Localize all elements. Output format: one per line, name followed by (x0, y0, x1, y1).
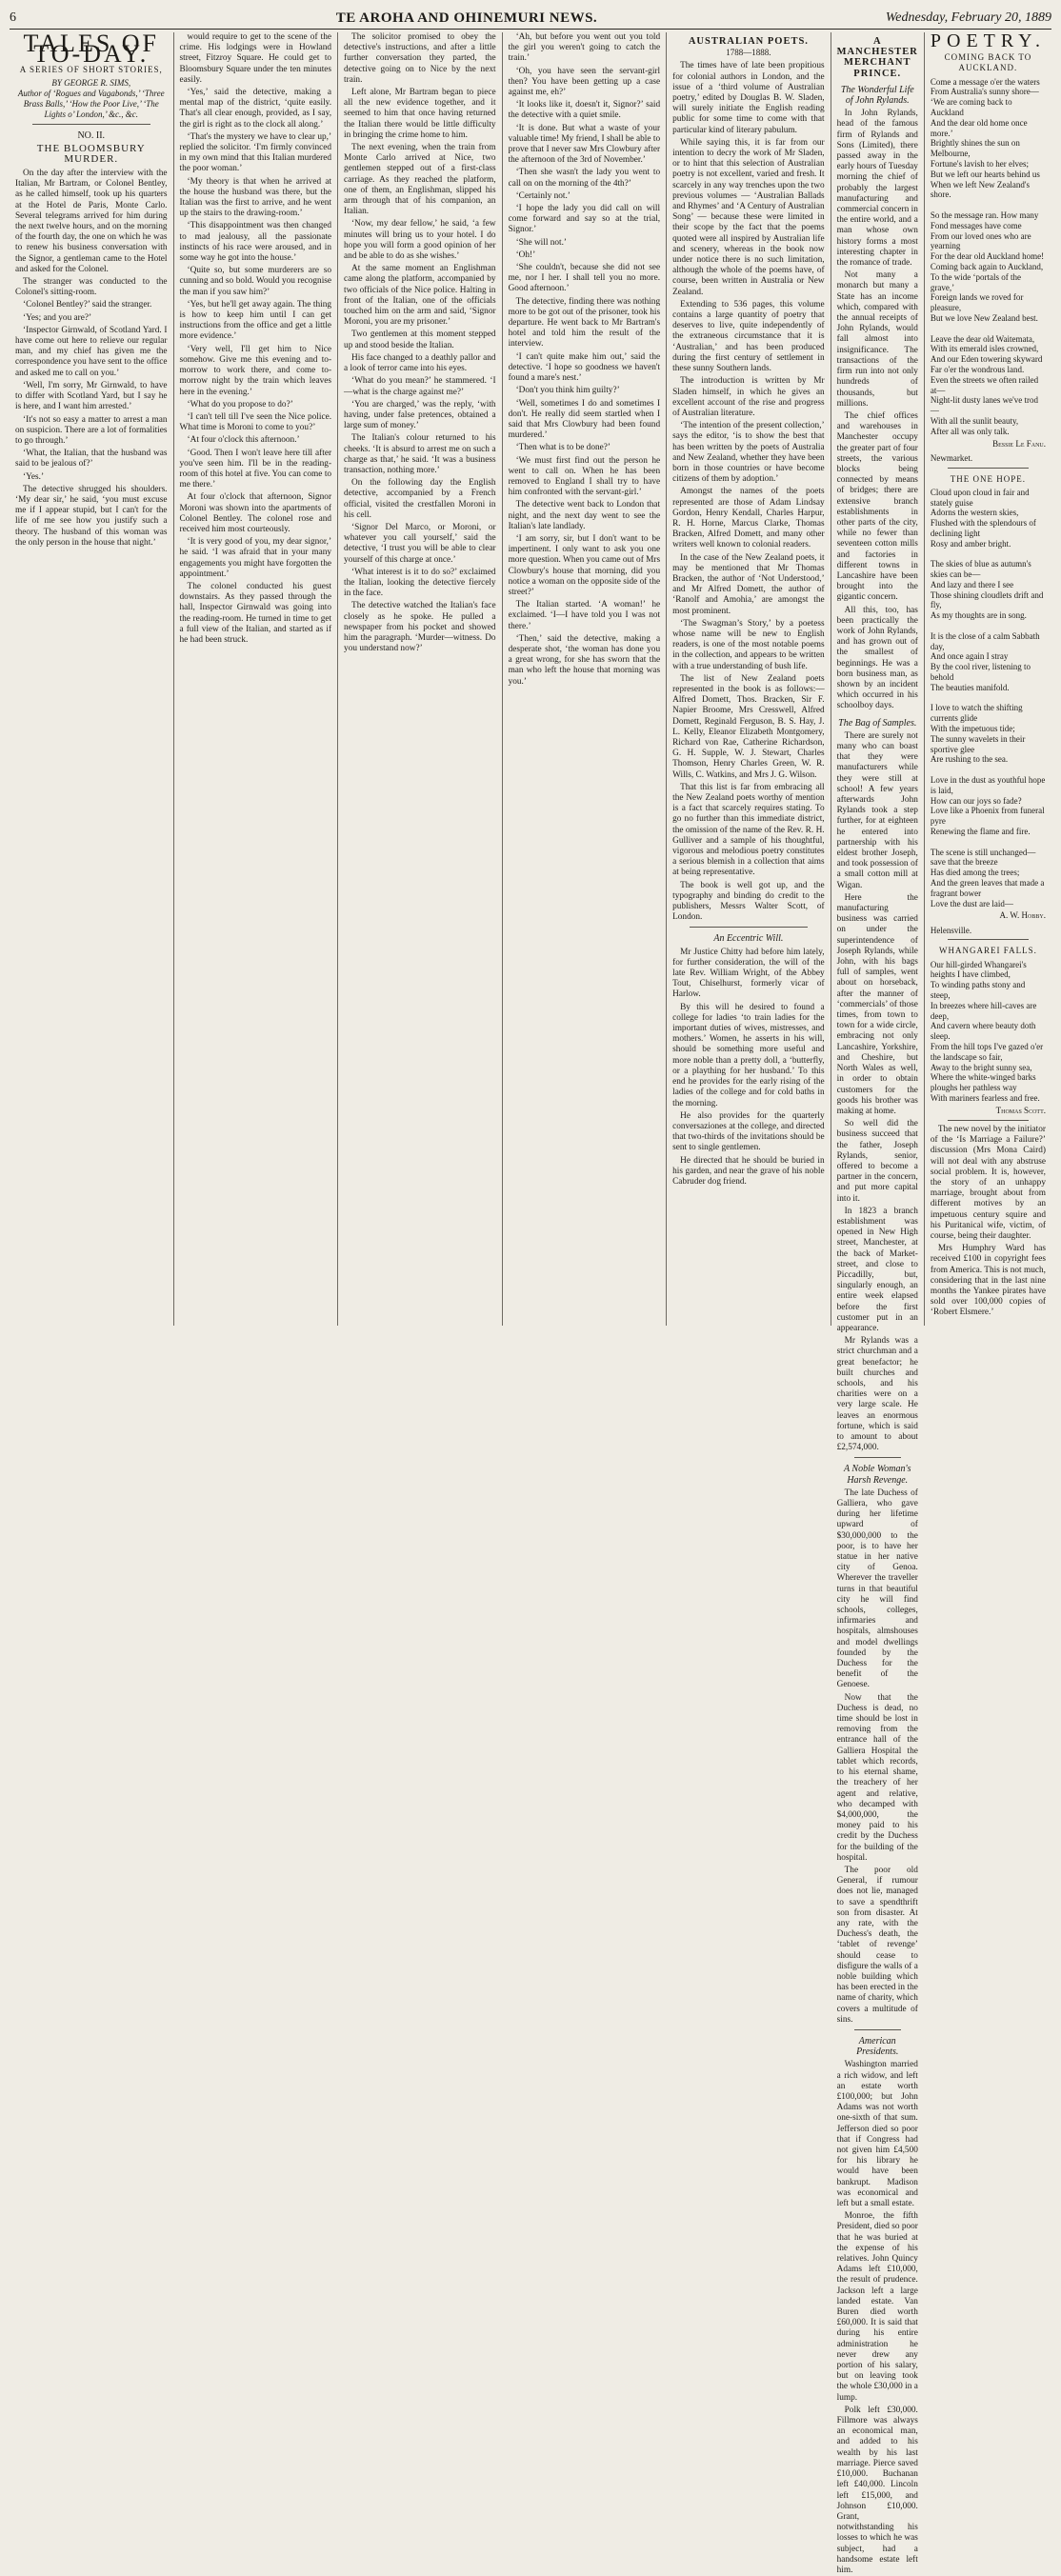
poem-verse: Cloud upon cloud in fair and stately guise Adorns the western skies, Flushed with the splendours of declining light Rosy and amber bright. The skies of blue as autumn's skies can be— And lazy and there I see Those shining cloudlets drift and fly, As my thoughts are in song. It is the close of a calm Sabbath day, And once again I stray By the cool river, listening to behold The beauties manifold. I love to watch the shifting currents glide With the impetuous tide; The sunny wavelets in their sportive glee Are rushing to the sea. Love in the dust as youthful hope is laid, How can our joys so fade? Love like a Phoenix from funeral pyre Renewing the flame and fire. The scene is still unchanged—save that the breeze Has died among the trees; And the green leaves that made a fragrant bower Love the dust are laid— (930, 487, 1046, 909)
story-credits: Author of ‘Rogues and Vagabonds,’ ‘Three Brass Balls,’ ‘How the Poor Live,’ ‘The Lights o’ London,’ &c., &c. (17, 88, 165, 120)
article-paragraph: Monroe, the fifth President, died so poor that he was buried at the expense of his relatives. John Quincy Adams left £10,000, the result of prudence. Jackson left a large landed estate. Van Buren died worth £60,000. It is said that during his entire administration he never drew any portion of his salary, but on leaving took the whole £30,000 in a lump. (836, 2211, 918, 2403)
story-paragraph: The solicitor promised to obey the detective's instructions, and after a little further conversation they parted, the detective going on to Nice by the next train. (344, 32, 496, 85)
article-title-eccentric-will: An Eccentric Will. (713, 933, 784, 945)
poem-author: Bessie Le Fanu. (992, 438, 1046, 449)
poem-author: Thomas Scott. (995, 1105, 1046, 1115)
divider (948, 468, 1029, 469)
story-paragraph: ‘She couldn't, because she did not see me, nor I her. I shall tell you no more. Good afternoon.’ (508, 263, 661, 294)
divider (948, 1120, 1029, 1121)
divider (32, 124, 150, 125)
story-paragraph: The colonel conducted his guest downstairs. As they passed through the hall, Inspector Girnwald was going into the reading-room. He turned in time to get a full view of the Italian, and started as if he had been struck. (179, 581, 332, 645)
story-paragraph: ‘She will not.’ (515, 237, 568, 248)
story-paragraph: ‘It is done. But what a waste of your valuable time! My friend, I shall be able to prove that I never saw Mrs Clowbury after the afternoon of the 3rd of November.’ (508, 123, 661, 166)
story-paragraph: ‘It's not so easy a matter to arrest a man on suspicion. There are a lot of formalities to go through.’ (15, 414, 168, 446)
story-paragraph: ‘Yes,’ said the detective, making a mental map of the district, ‘quite easily. That's all clear enough, provided, as I say, the girl is right as to the clock all along.’ (179, 88, 332, 130)
poetry-heading: POETRY. (930, 30, 1046, 51)
story-paragraph: ‘My theory is that when he arrived at the house the husband was there, but the Italian was the first to arrive, and he went up the stairs to the drawing-room.’ (179, 176, 332, 219)
column-1 (10, 32, 174, 1326)
story-paragraph: ‘Certainly not.’ (515, 190, 571, 201)
newspaper-title: TE AROHA AND OHINEMURI NEWS. (335, 10, 598, 26)
article-paragraph: In John Rylands, head of the famous firm of Rylands and Sons (Limited), there passed away in the early hours of Tuesday morning the chief of probably the largest manufacturing and commercial concern in the entire world, and a man whose own history forms a most interesting chapter in the romance of trade. (836, 109, 918, 269)
story-paragraph: ‘What interest is it to do so?’ exclaimed the Italian, looking the detective fiercely in the face. (344, 567, 496, 599)
story-paragraph: ‘Ah, but before you went out you told the girl you weren't going to catch the train.’ (508, 32, 661, 64)
story-paragraph: would require to get to the scene of the crime. His lodgings were in Howland street, Fitzroy Square. He could get to Bloomsbury Square under the ten minutes easily. (179, 32, 332, 85)
story-paragraph: ‘Well, sometimes I do and sometimes I don't. He really did seem startled when I said that Mrs Clowbury had been found murdered.’ (508, 398, 661, 441)
story-paragraph: ‘Colonel Bentley?’ said the stranger. (23, 300, 152, 310)
divider (948, 939, 1029, 940)
article-paragraph: The late Duchess of Galliera, who gave during her lifetime upward of $30,000,000 to the poor, is to have her statue in her native city of Genoa. Wherever the traveller turns in that beautiful city he will find schools, colleges, infirmaries and hospitals, almshouses and model dwellings founded by the Duchess for the benefit of the Genoese. (836, 1488, 918, 1690)
masthead (10, 8, 1051, 30)
story-paragraph: The detective shrugged his shoulders. ‘My dear sir,’ he said, ‘you must excuse me if I appear stupid, but I can't for the life of me see how you justify such a theory. The husband of this woman was the only person in the house that night.’ (15, 484, 168, 548)
poem-verse: Come a message o'er the waters From Australia's sunny shore— ‘We are coming back to Auckland And the dear old home once more.’ Brightly shines the sun on Melbourne, Fortune's lavish to her elves; But we left our hearts behind us When we left New Zealand's shore. So the message ran. How many Fond messages have come From our loved ones who are yearning For the dear old Auckland home! Coming back again to Auckland, To the wide ‘portals of the grave,’ Foreign lands we roved for pleasure, But we love New Zealand best. Leave the dear old Waitemata, With its emerald isles crowned, And our Eden towering skyward Far o'er the wondrous land. Even the streets we often railed at— Night-lit dusty lanes we've trod— With all the sunlit beauty, After all was only talk. (930, 76, 1045, 436)
article-subtitle-rylands: The Wonderful Life of John Rylands. (840, 84, 914, 107)
story-paragraph: The stranger was conducted to the Colonel's sitting-room. (15, 277, 168, 298)
story-paragraph: ‘Very well, I'll get him to Nice somehow. Give me this evening and to-morrow to work there, and come to-morrow night by the train which leaves here in the evening.’ (179, 344, 332, 397)
story-paragraph: ‘Signor Del Marco, or Moroni, or whatever you call yourself,’ said the detective, ‘I trust you will be able to clear yourself of this charge at once.’ (344, 522, 496, 565)
story-paragraph: ‘I can't tell till I've seen the Nice police. What time is Moroni to come to you?’ (179, 411, 332, 433)
article-paragraph: He also provides for the quarterly conversaziones at the college, and directed that two-thirds of the invitations should be sent to single gentlemen. (672, 1110, 825, 1153)
story-paragraph: ‘Well, I'm sorry, Mr Girnwald, to have to differ with Scotland Yard, but I say he is here, and I want him arrested.’ (15, 380, 168, 412)
poem-title: THE ONE HOPE. (950, 473, 1027, 484)
article-paragraph: ‘The intention of the present collection,’ says the editor, ‘is to show the best that has been written by the poets of Australia and New Zealand, whether they have been born in those countries or have become citizens of them by adoption.’ (672, 421, 825, 485)
column-6 (831, 30, 1051, 2575)
poem-title: COMING BACK TO AUCKLAND. (944, 52, 1032, 73)
story-paragraph: ‘Then what is to be done?’ (515, 443, 611, 453)
story-paragraph: ‘I am sorry, sir, but I don't want to be impertinent. I only want to ask you one more question. When you came out of Mrs Clowbury's house that morning, did you notice a woman on the opposite side of the street?’ (508, 533, 661, 597)
article-paragraph: Here the manufacturing business was carried on under the superintendence of Joseph Rylands, while John, with his bags full of samples, went about on horseback, after the manner of ‘commercials’ of those times, from town to town for a wide circle, embracing not only Lancashire, Yorkshire, and Cheshire, but North Wales as well, in order to obtain customers for the goods his brother was making at home. (836, 892, 918, 1116)
story-paragraph: ‘It looks like it, doesn't it, Signor?’ said the detective with a quiet smile. (508, 100, 661, 121)
article-paragraph: In the case of the New Zealand poets, it may be mentioned that Mr Thomas Bracken, the author of ‘Not Understood,’ and Mr Alfred Domett, the author of ‘Ranolf and Amohia,’ are amongst the most prominent. (672, 552, 825, 616)
article-title-american-presidents: American Presidents. (856, 2035, 899, 2058)
literary-note: Mrs Humphry Ward has received £100 in copyright fees from America. This is not much, considering that in the last nine months the Yankee pirates have sold over 100,000 copies of ‘Robert Elsmere.’ (930, 1244, 1046, 1318)
article-paragraph: Extending to 536 pages, this volume contains a large quantity of poetry that deserves to live, quite independently of the extraneous circumstance that it is ‘Australian,’ and has been produced during the first century of settlement in these sunny Southern lands. (672, 299, 825, 374)
story-paragraph: ‘This disappointment was then changed to mad jealousy, all the passionate instincts of his race were aroused, and in some way he got into the house.’ (179, 221, 332, 264)
story-paragraph: ‘What do you propose to do?’ (187, 399, 293, 409)
story-series: A SERIES OF SHORT STORIES, (19, 65, 163, 75)
article-paragraph: Not many a monarch but many a State has an income which, compared with the annual receipts of John Rylands, would fall almost into insignificance. The transactions of the firm run into not only hundreds of thousands, but millions. (836, 270, 918, 409)
article-paragraph: The list of New Zealand poets represented in the book is as follows:—Alfred Domett, Thos. Bracken, Sir F. Napier Broome, Mrs Cresswell, Alfred Domett, Reginald Ferguson, B. S. Hay, J. L. Kelly, Eleanor Elizabeth Montgomery, Richard von Rae, Catherine Richardson, G. H. Supple, W. J. Stewart, Charles Thomson, Henry Charles Green, W. R. Wills, C. Watkins, and Mrs J. G. Wilson. (672, 673, 825, 780)
story-paragraph: ‘Quite so, but some murderers are so cunning and so bold. Would you recognise the man if you saw him?’ (179, 266, 332, 297)
chapter-title: THE BLOOMSBURY MURDER. (36, 142, 146, 165)
article-paragraph: Mr Rylands was a strict churchman and a great benefactor; he built churches and schools, and his charities were on a very large scale. He leaves an enormous fortune, which is said to amount to about £2,574,000. (836, 1336, 918, 1453)
article-paragraph: ‘The Swagman’s Story,’ by a poetess whose name will be new to English readers, is one of the most notable poems in the collection, and appears to be written with a true understanding of bush life. (672, 618, 825, 671)
article-paragraph: He directed that he should be buried in his garden, and near the grave of his noble Cabruder dog friend. (672, 1155, 825, 1187)
article-years: 1788—1888. (726, 48, 771, 58)
poem-place: Helensville. (930, 925, 972, 935)
article-paragraph: Mr Justice Chitty had before him lately, for further consideration, the will of the late Rev. William Wright, of the Abbey Tout, Chiselhurst, formerly vicar of Harlow. (672, 947, 825, 1000)
article-paragraph: Polk left £30,000. Fillmore was always an economical man, and added to his wealth by his last marriage. Pierce saved £10,000. Buchanan left £40,000. Lincoln left £15,000, and Johnson £10,000. Grant, notwithstanding his losses to which he was subject, had a handsome estate left him. (836, 2405, 918, 2575)
story-paragraph: ‘Oh!’ (515, 250, 536, 260)
story-paragraph: ‘We must first find out the person he went to call on. When he has been removed to England I shall try to have him confronted with the servant-girl.’ (508, 455, 661, 498)
issue-date: Wednesday, February 20, 1889 (885, 10, 1051, 25)
article-title-manchester: A MANCHESTER MERCHANT PRINCE. (836, 36, 918, 79)
story-author: BY GEORGE R. SIMS, (51, 77, 131, 88)
story-paragraph: At the same moment an Englishman came along the platform, accompanied by two officials of the Nice police. Halting in front of the Italian, one of the officials touched him on the arm and said, ‘Signor Moroni, you are my prisoner.’ (344, 264, 496, 328)
poem-verse: Our hill-girded Whangarei's heights I have climbed, To winding paths stony and steep, In breezes where hill-caves are deep, And cavern where beauty doth sleep. From the hill tops I've gazed o'er the landscape so fair, Away to the bright sunny sea, Where the white-winged barks ploughs her pathless way With mariners fearless and free. (930, 959, 1044, 1103)
article-paragraph: Amongst the names of the poets represented are those of Adam Lindsay Gordon, Henry Kendall, Charles Harpur, R. H. Horne, Marcus Clarke, Thomas Bracken, Alfred Domett, and many other writers well known to colonial readers. (672, 487, 825, 550)
story-paragraph: On the day after the interview with the Italian, Mr Bartram, or Colonel Bentley, as he called himself, took up his quarters at the Hotel de Paris, Monte Carlo. Several telegrams arrived for him during the next twelve hours, and on the morning of the fourth day, the one on which he was to renew his business conversation with the Signor, a gentleman came to the Hotel and asked for the Colonel. (15, 169, 168, 274)
story-paragraph: At four o'clock that afternoon, Signor Moroni was shown into the apartments of Colonel Bentley. The colonel rose and received him most courteously. (179, 492, 332, 534)
story-paragraph: ‘What do you mean?’ he stammered. ‘I—what is the charge against me?’ (344, 376, 496, 397)
story-paragraph: Left alone, Mr Bartram began to piece all the new evidence together, and it seemed to him that once having returned the Italian there would be little difficulty in bringing the crime home to him. (344, 88, 496, 140)
story-paragraph: ‘Yes; and you are?’ (23, 312, 92, 323)
article-paragraph: The poor old General, if rumour does not lie, managed to save a spendthrift son from disaster. At any rate, with the Duchess's death, the ‘tablet of revenge’ should cease to disfigure the walls of a noble building which has been erected in the name of charity, which covers a multitude of sins. (836, 1865, 918, 2025)
story-paragraph: ‘You are charged,’ was the reply, ‘with having, under false pretences, obtained a large sum of money.’ (344, 399, 496, 431)
article-paragraph: So well did the business succeed that the father, Joseph Rylands, senior, offered to become a partner in the concern, and put more capital into it. (836, 1119, 918, 1204)
story-title: TALES OF TO-DAY. (23, 30, 160, 69)
column-3 (338, 32, 503, 1326)
story-paragraph: ‘Yes.’ (23, 471, 45, 482)
article-title-australian-poets: AUSTRALIAN POETS. (688, 36, 809, 47)
article-paragraph: The introduction is written by Mr Sladen himself, in which he gives an excellent account of the rise and progress of Australian literature. (672, 376, 825, 418)
story-paragraph: The detective went back to London that night, and the next day went to see the Italian's late landlady. (508, 500, 661, 531)
story-paragraph: ‘It is very good of you, my dear signor,’ he said. ‘I was afraid that in your many engagements you might have forgotten the appointment.’ (179, 537, 332, 579)
article-paragraph: Now that the Duchess is dead, no time should be lost in removing from the entrance hall of the Galliera Hospital the tablet which records, to his eternal shame, the treachery of her agent and relative, who decamped with $4,000,000, the money paid to his credit by the Duchess for the building of the hospital. (836, 1692, 918, 1863)
story-paragraph: The detective watched the Italian's face closely as he spoke. He pulled a newspaper from his pocket and showed him the paragraph. ‘Murder—witness. Do you understand now?’ (344, 601, 496, 654)
article-paragraph: The times have of late been propitious for colonial authors in London, and the issue of a ‘third volume of Australian poetry,’ edited by Douglas B. W. Sladen, will surely initiate the English reading public for some time to come with that particular kind of literary pabulum. (672, 61, 825, 135)
story-paragraph: ‘At four o'clock this afternoon.’ (187, 435, 300, 446)
article-paragraph: There are surely not many who can boast that they were manufacturers while they were still at school! A few years afterwards John Rylands took a step further, for at eighteen he entered into partnership with his eldest brother Joseph, and took possession of a small cotton mill at Wigan. (836, 730, 918, 890)
column-4 (503, 32, 668, 1326)
article-paragraph: By this will he desired to found a college for ladies ‘to train ladies for the important duties of wives, mistresses, and mothers.’ Women, he asserts in his will, should be something more useful and more noble than a pretty doll, a ‘butterfly, or a plaything for her husband.’ To this end he provides for the early rising of the ladies of the college and for cold baths in the morning. (672, 1002, 825, 1108)
article-paragraph: The chief offices and warehouses in Manchester occupy the greater part of four streets, the various blocks being connected by means of bridges; there are extensive branch establishments in other parts of the city, while no fewer than seventeen cotton mills and factories in different towns in Lancashire have been brought into the gigantic concern. (836, 410, 918, 603)
story-paragraph: The Italian started. ‘A woman!’ he exclaimed. ‘I—I have told you I was not there.’ (508, 600, 661, 631)
story-paragraph: The detective, finding there was nothing more to be got out of the prisoner, took his departure. He went back to Mr Bartram's hotel and told him the result of the interview. (508, 296, 661, 349)
story-paragraph: ‘Then she wasn't the lady you went to call on on the morning of the 4th?’ (508, 168, 661, 189)
story-paragraph: His face changed to a deathly pallor and a look of terror came into his eyes. (344, 352, 496, 374)
story-paragraph: ‘Inspector Girnwald, of Scotland Yard. I have come out here to relieve our regular man, and my chief has given me the correspondence you have sent to the office and asked me to call on you.’ (15, 325, 168, 378)
article-paragraph: Washington married a rich widow, and left an estate worth £100,000; but John Adams was not worth one-sixth of that sum. Jefferson died so poor that if Congress had not given him £4,500 for his library he would have been bankrupt. Madison was economical and left but a small estate. (836, 2060, 918, 2209)
story-paragraph: ‘Yes, but he'll get away again. The thing is how to keep him until I can get instructions from the office and get a little more evidence.’ (179, 299, 332, 342)
column-5 (667, 32, 831, 1326)
literary-note: The new novel by the initiator of the ‘Is Marriage a Failure?’ discussion (Mrs Mona Caird) will not deal with any abstruse social problem. It is, however, the story of an unhappy marriage, brought about from different motives by an impetuous century squire and his Puritanical wife, victim, of course, being their daughter. (930, 1124, 1046, 1241)
poem-author: A. W. Hobby. (999, 910, 1046, 921)
article-paragraph: While saying this, it is far from our intention to decry the work of Mr Sladen, or to hint that this selection of Australian poetry is not excellent, varied and fresh. It scarcely in any way trenches upon the two previous volumes — ‘Australian Ballads and Rhymes’ and ‘A Century of Australian Song’ — because these were limited in their scope by the fact that the poems quoted were all inspired by Australian life and scenery, whereas in the book now under notice there is no such limitation, although the whole of the poems have, of course, been written in Australia or New Zealand. (672, 137, 825, 297)
divider (690, 927, 808, 928)
article-title-noble-woman: A Noble Woman's Harsh Revenge. (844, 1464, 911, 1486)
story-paragraph: The next evening, when the train from Monte Carlo arrived at Nice, two gentlemen stepped out of a first-class carriage. As they reached the platform, one of them, an Englishman, slipped his arm through that of his companion, an Italian. (344, 143, 496, 217)
section-title-bag-of-samples: The Bag of Samples. (838, 717, 917, 729)
manchester-subcolumn (831, 32, 925, 2575)
story-paragraph: ‘Now, my dear fellow,’ he said, ‘a few minutes will bring us to your hotel. I do hope you will form a good opinion of her and be able to do as she wishes.’ (344, 219, 496, 262)
divider (854, 2029, 901, 2030)
story-paragraph: ‘Oh, you have seen the servant-girl then? You have been getting up a case against me, eh?’ (508, 66, 661, 98)
article-paragraph: The book is well got up, and the typography and binding do credit to the publishers, Messrs Walter Scott, of London. (672, 880, 825, 923)
article-paragraph: That this list is far from embracing all the New Zealand poets worthy of mention is a fact that scarcely requires stating. To go no further than this immediate district, the omission of the name of the Rev. R. H. Gulliver and a sample of his thoughtful, vigorous and melodious poetry constitutes a serious blemish in a collection that aims at being representative. (672, 782, 825, 878)
story-paragraph: Two gentlemen at this moment stepped up and stood beside the Italian. (344, 329, 496, 350)
story-paragraph: ‘I hope the lady you did call on will come forward and say so at the trial, Signor.’ (508, 204, 661, 235)
story-paragraph: ‘Don't you think him guilty?’ (515, 386, 620, 396)
story-paragraph: ‘I can't quite make him out,’ said the detective. ‘I hope so goodness we haven't found a mare's nest.’ (508, 351, 661, 384)
chapter-number: NO. II. (77, 130, 106, 142)
story-paragraph: ‘What, the Italian, that the husband was said to be jealous of?’ (15, 449, 168, 469)
story-paragraph: On the following day the English detective, accompanied by a French official, visited the crestfallen Moroni in his cell. (344, 478, 496, 520)
story-paragraph: ‘Then,’ said the detective, making a desperate shot, ‘the woman has done you a great wrong, for she has sworn that the man who left the house that morning was you.’ (508, 633, 661, 687)
poem-place: Newmarket. (930, 452, 973, 463)
article-paragraph: All this, too, has been practically the work of John Rylands, and has grown out of the smallest of beginnings. He was a born business man, as shown by an incident which occurred in his schoolboy days. (836, 605, 918, 711)
poem-title: WHANGAREI FALLS. (939, 946, 1037, 956)
divider (854, 1457, 901, 1458)
article-paragraph: In 1823 a branch establishment was opened in New High street, Manchester, at the back of Market-street, and close to Piccadilly, but, singularly enough, an entire week elapsed before the first customer put in an appearance. (836, 1206, 918, 1333)
story-paragraph: ‘That's the mystery we have to clear up,’ replied the solicitor. ‘I'm firmly convinced in my own mind that this Italian murdered the poor woman.’ (179, 131, 332, 174)
story-paragraph: ‘Good. Then I won't leave here till after you've seen him. I'll be in the reading-room of this hotel at five. You can come to me there.’ (179, 448, 332, 490)
poetry-subcolumn (925, 32, 1051, 1326)
newspaper-columns (10, 30, 1051, 2575)
column-2 (174, 32, 339, 1326)
page-number: 6 (10, 10, 16, 25)
story-paragraph: The Italian's colour returned to his cheeks. ‘It is absurd to arrest me on such a charge as that,’ he said. ‘It was a business transaction, nothing more.’ (344, 433, 496, 475)
